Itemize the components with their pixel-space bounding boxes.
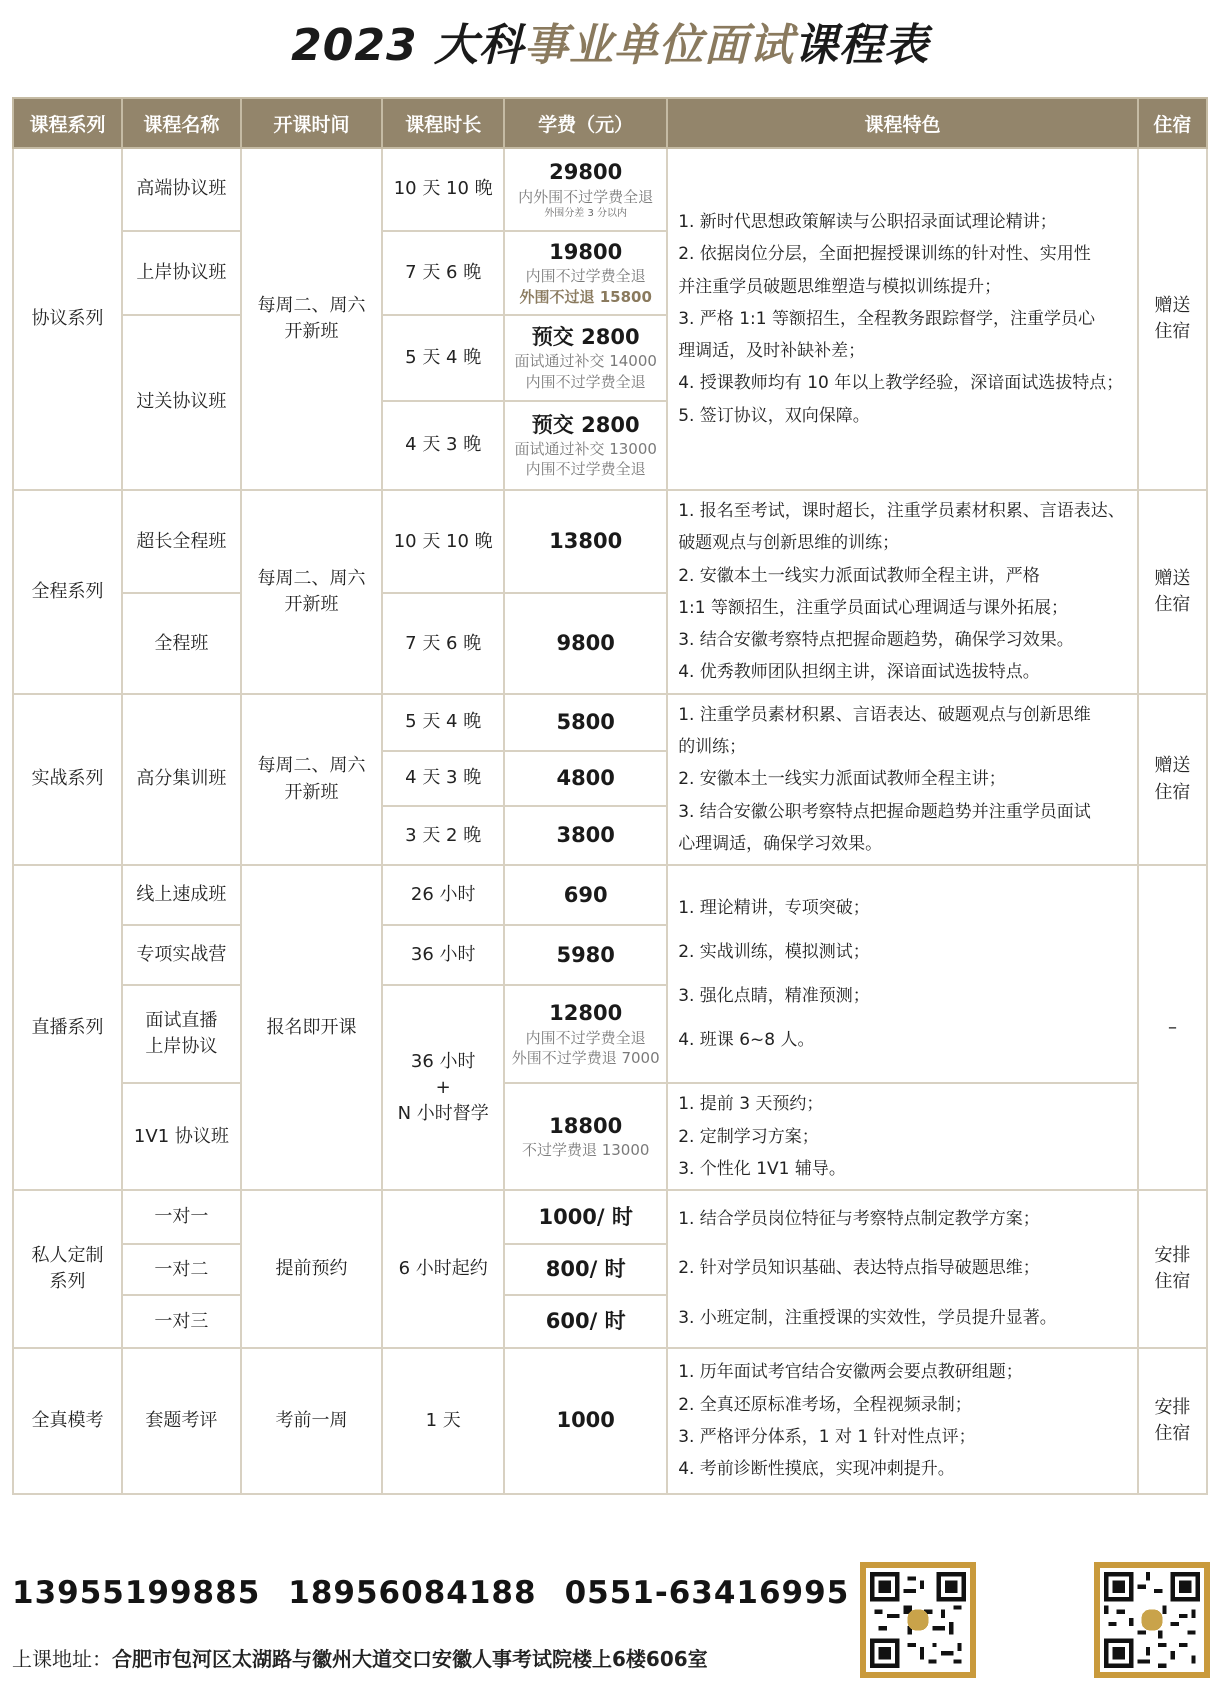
features-cell: 1. 理论精讲，专项突破； 2. 实战训练，模拟测试； 3. 强化点睛，精准预测； 4. 班课 6~8 人。: [667, 865, 1138, 1083]
duration: 36 小时: [382, 925, 504, 985]
series-cell: 全真模考: [13, 1348, 122, 1494]
duration: 4 天 3 晚: [382, 751, 504, 807]
series-cell: 私人定制 系列: [13, 1190, 122, 1348]
course-name: 高分集训班: [122, 694, 241, 865]
fee-cell: 800/ 时: [504, 1244, 667, 1295]
start-time: 每周二、周六 开新班: [241, 694, 382, 865]
fee-cell: 预交 2800 面试通过补交 13000 内围不过学费全退: [504, 401, 667, 490]
table-row: [13, 865, 1207, 925]
address-label: 上课地址：: [12, 1647, 112, 1671]
fee-cell: 1000: [504, 1348, 667, 1494]
fee-cell: 5980: [504, 925, 667, 985]
title-highlight: 事业单位面试: [523, 20, 794, 71]
course-table: [12, 97, 1208, 1495]
course-name: 全程班: [122, 593, 241, 693]
fee-cell: 5800: [504, 694, 667, 751]
table-row: [13, 490, 1207, 593]
course-name: 高端协议班: [122, 148, 241, 231]
start-time: 报名即开课: [241, 865, 382, 1190]
lodging-cell: 赠送 住宿: [1138, 490, 1207, 694]
fee-cell: 4800: [504, 751, 667, 807]
duration: 36 小时 + N 小时督学: [382, 985, 504, 1190]
duration: 4 天 3 晚: [382, 401, 504, 490]
course-name: 上岸协议班: [122, 231, 241, 315]
start-time: 每周二、周六 开新班: [241, 490, 382, 694]
address: [12, 1643, 708, 1672]
features-cell: 1. 结合学员岗位特征与考察特点制定教学方案； 2. 针对学员知识基础、表达特点指导破题思维； 3. 小班定制，注重授课的实效性，学员提升显著。: [667, 1190, 1138, 1348]
header-name: 课程名称: [122, 98, 241, 148]
duration: 7 天 6 晚: [382, 593, 504, 693]
duration: 7 天 6 晚: [382, 231, 504, 315]
phone-3[interactable]: 0551-63416995: [564, 1575, 850, 1611]
duration: 1 天: [382, 1348, 504, 1494]
table-row: [13, 1348, 1207, 1494]
phone-1[interactable]: 13955199885: [12, 1575, 261, 1611]
qr-code-icon: [1100, 1568, 1204, 1672]
header-duration: 课程时长: [382, 98, 504, 148]
series-cell: 实战系列: [13, 694, 122, 865]
course-name: 一对三: [122, 1295, 241, 1348]
title-year: 2023 大科: [291, 20, 524, 71]
lodging-cell: 赠送 住宿: [1138, 694, 1207, 865]
start-time: 每周二、周六 开新班: [241, 148, 382, 490]
series-cell: 协议系列: [13, 148, 122, 490]
duration: 5 天 4 晚: [382, 315, 504, 401]
duration: 5 天 4 晚: [382, 694, 504, 751]
features-cell: 1. 报名至考试，课时超长，注重学员素材积累、言语表达、 破题观点与创新思维的训练； 2. 安徽本土一线实力派面试教师全程主讲，严格 1:1 等额招生，注重学员面试心理调适与课外拓展； 3. 结合安徽考察特点把握命题趋势，确保学习效果。 4. 优秀教师团队担纲主讲，深谙面试选拔特点。: [667, 490, 1138, 694]
duration: 26 小时: [382, 865, 504, 925]
course-name: 一对一: [122, 1190, 241, 1244]
course-name: 1V1 协议班: [122, 1083, 241, 1190]
header-series: 课程系列: [13, 98, 122, 148]
duration: 10 天 10 晚: [382, 148, 504, 231]
page-title: [0, 10, 1220, 82]
course-name: 专项实战营: [122, 925, 241, 985]
series-cell: 直播系列: [13, 865, 122, 1190]
duration: 10 天 10 晚: [382, 490, 504, 593]
fee-cell: 13800: [504, 490, 667, 593]
features-cell: 1. 注重学员素材积累、言语表达、破题观点与创新思维 的训练； 2. 安徽本土一线实力派面试教师全程主讲； 3. 结合安徽公职考察特点把握命题趋势并注重学员面试 心理调适，确保学习效果。: [667, 694, 1138, 865]
qr-code-1: [860, 1562, 976, 1678]
phone-numbers: [12, 1575, 872, 1611]
fee-cell: 9800: [504, 593, 667, 693]
fee-cell: 18800 不过学费退 13000: [504, 1083, 667, 1190]
header-lodging: 住宿: [1138, 98, 1207, 148]
fee-cell: 3800: [504, 806, 667, 865]
course-name: 线上速成班: [122, 865, 241, 925]
header-features: 课程特色: [667, 98, 1138, 148]
header-time: 开课时间: [241, 98, 382, 148]
fee-cell: 预交 2800 面试通过补交 14000 内围不过学费全退: [504, 315, 667, 401]
qr-code-2: [1094, 1562, 1210, 1678]
table-row: [13, 1083, 1207, 1190]
fee-cell: 690: [504, 865, 667, 925]
features-cell: 1. 提前 3 天预约； 2. 定制学习方案； 3. 个性化 1V1 辅导。: [667, 1083, 1138, 1190]
lodging-cell: 安排 住宿: [1138, 1190, 1207, 1348]
start-time: 考前一周: [241, 1348, 382, 1494]
fee-cell: 1000/ 时: [504, 1190, 667, 1244]
course-name: 面试直播 上岸协议: [122, 985, 241, 1083]
course-name: 过关协议班: [122, 315, 241, 490]
lodging-cell: –: [1138, 865, 1207, 1190]
address-value: 合肥市包河区太湖路与徽州大道交口安徽人事考试院楼上6楼606室: [112, 1647, 708, 1671]
fee-cell: 12800 内围不过学费全退 外围不过学费退 7000: [504, 985, 667, 1083]
duration: 3 天 2 晚: [382, 806, 504, 865]
course-name: 一对二: [122, 1244, 241, 1295]
duration: 6 小时起约: [382, 1190, 504, 1348]
features-cell: 1. 历年面试考官结合安徽两会要点教研组题； 2. 全真还原标准考场，全程视频录制； 3. 严格评分体系，1 对 1 针对性点评； 4. 考前诊断性摸底，实现冲刺提升。: [667, 1348, 1138, 1494]
phone-2[interactable]: 18956084188: [288, 1575, 537, 1611]
start-time: 提前预约: [241, 1190, 382, 1348]
fee-cell: 29800 内外围不过学费全退 外围分差 3 分以内: [504, 148, 667, 231]
table-row: [13, 694, 1207, 751]
table-header-row: [13, 98, 1207, 148]
lodging-cell: 赠送 住宿: [1138, 148, 1207, 490]
qr-code-icon: [866, 1568, 970, 1672]
fee-cell: 19800 内围不过学费全退 外围不过退 15800: [504, 231, 667, 315]
series-cell: 全程系列: [13, 490, 122, 694]
features-cell: 1. 新时代思想政策解读与公职招录面试理论精讲； 2. 依据岗位分层，全面把握授课训练的针对性、实用性 并注重学员破题思维塑造与模拟训练提升； 3. 严格 1:1 等额招生，全程教务跟踪督学，注重学员心 理调适，及时补缺补差； 4. 授课教师均有 10 年以上教学经验，深谙面试选拔特点； 5. 签订协议，双向保障。: [667, 148, 1138, 490]
header-fee: 学费（元）: [504, 98, 667, 148]
title-suffix: 课程表: [793, 20, 929, 71]
course-name: 套题考评: [122, 1348, 241, 1494]
fee-cell: 600/ 时: [504, 1295, 667, 1348]
course-name: 超长全程班: [122, 490, 241, 593]
lodging-cell: 安排 住宿: [1138, 1348, 1207, 1494]
table-row: [13, 148, 1207, 231]
table-row: [13, 1190, 1207, 1244]
